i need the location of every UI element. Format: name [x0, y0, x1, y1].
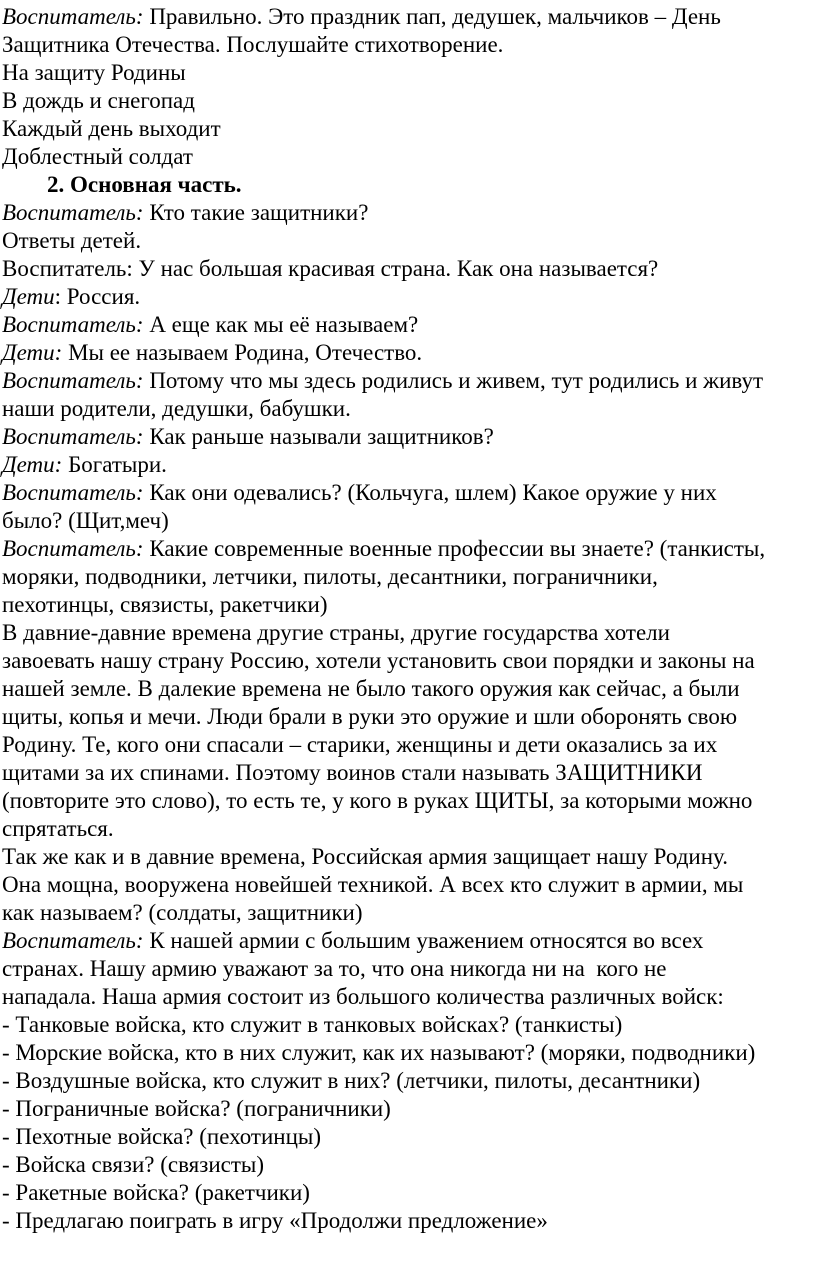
- intro-text-line-2: Защитника Отечества. Послушайте стихотворение.: [2, 32, 504, 57]
- troops-list: [2, 1011, 816, 1235]
- dialogue-text: Потому что мы здесь родились и живем, тут родились и живут: [143, 368, 764, 393]
- speaker-label: Воспитатель:: [2, 480, 144, 505]
- dialogue-text: нападала. Наша армия состоит из большого количества различных войск:: [2, 984, 724, 1009]
- story-line: В давние-давние времена другие страны, другие государства хотели: [2, 620, 670, 645]
- speaker-label: Дети:: [2, 452, 63, 477]
- dialogue-text: Мы ее называем Родина, Отечество.: [62, 340, 423, 365]
- speaker-label: Воспитатель:: [2, 424, 144, 449]
- dialogue-line-q2: Воспитатель: У нас большая красивая страна. Как она называется?: [2, 256, 659, 281]
- poem: [2, 59, 816, 171]
- story-line: нашей земле. В далекие времена не было такого оружия как сейчас, а были: [2, 676, 740, 701]
- dialogue-line-q6: [2, 479, 816, 535]
- dialogue-line-a3: [2, 339, 816, 367]
- speaker-label: Воспитатель:: [2, 536, 144, 561]
- speaker-label: Воспитатель:: [2, 200, 144, 225]
- dialogue-line-a2: [2, 283, 816, 311]
- dialogue-text: пехотинцы, связисты, ракетчики): [2, 592, 328, 617]
- section-heading: 2. Основная часть.: [47, 172, 242, 197]
- speaker-label: Воспитатель:: [2, 312, 144, 337]
- dialogue-text: К нашей армии с большим уважением относятся во всех: [143, 928, 704, 953]
- dialogue-line-q7: [2, 535, 816, 619]
- speaker-label: Воспитатель:: [2, 4, 144, 29]
- speaker-label: Воспитатель:: [2, 928, 144, 953]
- story-line: щиты, копья и мечи. Люди брали в руки это оружие и шли оборонять свою: [2, 704, 738, 729]
- army-line: Так же как и в давние времена, Российская армия защищает нашу Родину.: [2, 844, 728, 869]
- poem-line: Каждый день выходит: [2, 116, 221, 141]
- dialogue-text: Какие современные военные профессии вы знаете? (танкисты,: [143, 536, 766, 561]
- army-line: как называем? (солдаты, защитники): [2, 900, 363, 925]
- dialogue-text: Как раньше называли защитников?: [143, 424, 494, 449]
- story-line: щитами за их спинами. Поэтому воинов стали называть ЗАЩИТНИКИ: [2, 760, 703, 785]
- dialogue-text: было? (Щит,меч): [2, 508, 169, 533]
- dialogue-line-a5: [2, 451, 816, 479]
- poem-line: На защиту Родины: [2, 60, 186, 85]
- poem-line: В дождь и снегопад: [2, 88, 195, 113]
- army-paragraph: [2, 843, 816, 927]
- army-line: Она мощна, вооружена новейшей техникой. А всех кто служит в армии, мы: [2, 872, 744, 897]
- answers-line: Ответы детей.: [2, 228, 142, 253]
- list-item: - Ракетные войска? (ракетчики): [2, 1180, 310, 1205]
- intro-text-line-1: Правильно. Это праздник пап, дедушек, мальчиков – День: [143, 4, 721, 29]
- story-line: спрятаться.: [2, 816, 114, 841]
- story-paragraph: [2, 619, 816, 843]
- story-line: Родину. Те, кого они спасали – старики, женщины и дети оказались за их: [2, 732, 718, 757]
- story-line: (повторите это слово), то есть те, у кого в руках ЩИТЫ, за которыми можно: [2, 788, 753, 813]
- poem-line: Доблестный солдат: [2, 144, 193, 169]
- story-line: завоевать нашу страну Россию, хотели установить свои порядки и законы на: [2, 648, 755, 673]
- list-item: - Пограничные войска? (пограничники): [2, 1096, 391, 1121]
- dialogue-text: странах. Нашу армию уважают за то, что она никогда ни на кого не: [2, 956, 667, 981]
- dialogue-text: Кто такие защитники?: [143, 200, 369, 225]
- list-item: - Морские войска, кто в них служит, как их называют? (моряки, подводники): [2, 1040, 756, 1065]
- list-item: - Пехотные войска? (пехотинцы): [2, 1124, 322, 1149]
- list-item: - Танковые войска, кто служит в танковых войсках? (танкисты): [2, 1012, 623, 1037]
- dialogue-line-q4: [2, 367, 816, 423]
- dialogue-text: : Россия.: [54, 284, 141, 309]
- dialogue-line-q8: [2, 927, 816, 1011]
- list-item: - Воздушные войска, кто служит в них? (летчики, пилоты, десантники): [2, 1068, 701, 1093]
- speaker-label: Дети: [2, 284, 55, 309]
- dialogue-line-q3: [2, 311, 816, 339]
- list-item: - Предлагаю поиграть в игру «Продолжи предложение»: [2, 1208, 548, 1233]
- speaker-label: Воспитатель:: [2, 368, 144, 393]
- dialogue-text: А еще как мы её называем?: [143, 312, 419, 337]
- dialogue-text: Как они одевались? (Кольчуга, шлем) Какое оружие у них: [143, 480, 717, 505]
- dialogue-line-q5: [2, 423, 816, 451]
- dialogue-text: наши родители, дедушки, бабушки.: [2, 396, 351, 421]
- speaker-label: Дети:: [2, 340, 63, 365]
- dialogue-text: Богатыри.: [62, 452, 167, 477]
- intro-paragraph: [2, 3, 816, 59]
- dialogue-line-q1: [2, 199, 816, 227]
- dialogue-text: моряки, подводники, летчики, пилоты, десантники, пограничники,: [2, 564, 658, 589]
- list-item: - Войска связи? (связисты): [2, 1152, 265, 1177]
